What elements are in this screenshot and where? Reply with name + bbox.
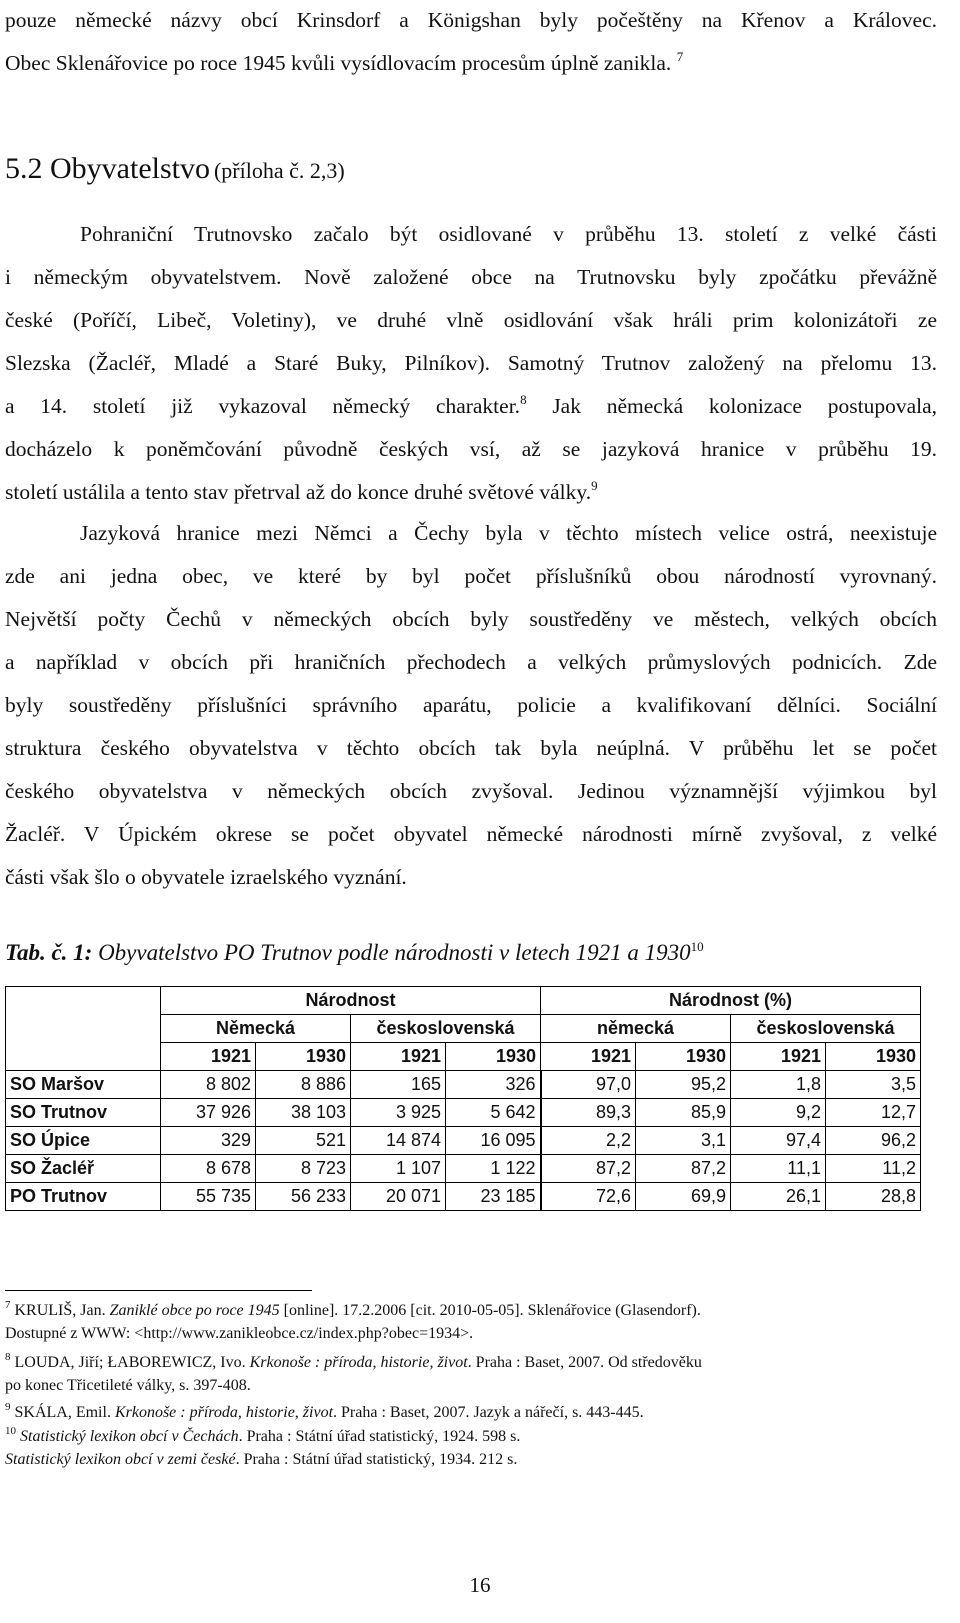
- section-title: 5.2 Obyvatelstvo: [5, 152, 210, 185]
- footnote-text: [online]. 17.2.2006 [cit. 2010-05-05]. Sklenářovice (Glasendorf).: [279, 1302, 701, 1319]
- table-cell: 97,0: [541, 1071, 636, 1099]
- table-cell: 1 122: [446, 1155, 541, 1183]
- footnote-ref: 8: [520, 392, 527, 407]
- text-line: struktura českého obyvatelstva v těchto obcích tak byla neúplná. V průběhu let se počet: [5, 736, 937, 760]
- footnote-line: [5, 1425, 940, 1448]
- text-line: byly soustředěny příslušníci správního aparátu, policie a kvalifikovaní dělníci. Sociální: [5, 693, 937, 717]
- text-line: Slezska (Žacléř, Mladé a Staré Buky, Pilníkov). Samotný Trutnov založený na přelomu 13.: [5, 351, 937, 375]
- text-line: Největší počty Čechů v německých obcích byly soustředěny ve městech, velkých obcích: [5, 607, 937, 631]
- footnote-title: Statistický lexikon obcí v zemi české: [5, 1451, 236, 1468]
- table-cell: 89,3: [541, 1099, 636, 1127]
- footnote-title: Statistický lexikon obcí v Čechách: [20, 1428, 239, 1445]
- table-year-header: 1921: [351, 1043, 446, 1071]
- footnote-text: LOUDA, Jiří; ŁABOREWICZ, Ivo.: [14, 1354, 250, 1371]
- table-corner-cell: [6, 987, 161, 1071]
- table-row-name: SO Žacléř: [6, 1155, 161, 1183]
- footnote-separator: [5, 1290, 312, 1291]
- intro-paragraph: [5, 0, 937, 85]
- table-body: [6, 1071, 921, 1211]
- table-year-header: 1930: [636, 1043, 731, 1071]
- table-row-name: SO Úpice: [6, 1127, 161, 1155]
- table-sub-header: německá: [541, 1015, 731, 1043]
- footnote-text: SKÁLA, Emil.: [14, 1404, 115, 1421]
- table-cell: 8 678: [161, 1155, 256, 1183]
- text-line: zde ani jedna obec, ve které by byl počet příslušníků obou národností vyrovnaný.: [5, 564, 937, 588]
- table-cell: 95,2: [636, 1071, 731, 1099]
- table-year-header: 1930: [826, 1043, 921, 1071]
- table-sub-header: československá: [731, 1015, 921, 1043]
- table-cell: 9,2: [731, 1099, 826, 1127]
- text-line: Žacléř. V Úpickém okrese se počet obyvatel německé národnosti mírně zvyšoval, z velké: [5, 822, 937, 846]
- table-cell: 85,9: [636, 1099, 731, 1127]
- table-cell: 3,1: [636, 1127, 731, 1155]
- table-cell: 165: [351, 1071, 446, 1099]
- table-cell: 69,9: [636, 1183, 731, 1211]
- footnote-9: [5, 1401, 940, 1424]
- table-row-name: SO Maršov: [6, 1071, 161, 1099]
- footnote-text: . Praha : Baset, 2007. Od středověku: [467, 1354, 702, 1371]
- table-row: [6, 1099, 921, 1127]
- footnote-title: Krkonoše : příroda, historie, život: [114, 1404, 334, 1421]
- table-cell: 11,2: [826, 1155, 921, 1183]
- table-cell: 1 107: [351, 1155, 446, 1183]
- table-cell: 38 103: [256, 1099, 351, 1127]
- table-caption: [5, 940, 704, 966]
- table-year-header: 1930: [446, 1043, 541, 1071]
- table-sub-header: Německá: [161, 1015, 351, 1043]
- footnote-line: [5, 1351, 940, 1374]
- footnote-ref: 9: [591, 478, 598, 493]
- text-line: Pohraniční Trutnovsko začalo být osidlované v průběhu 13. století z velké části: [80, 222, 937, 246]
- table-row: [6, 1155, 921, 1183]
- page-number: 16: [469, 1573, 491, 1597]
- table-cell: 28,8: [826, 1183, 921, 1211]
- text-line: a například v obcích při hraničních přechodech a velkých průmyslových podnicích. Zde: [5, 650, 937, 674]
- table-cell: 12,7: [826, 1099, 921, 1127]
- table-cell: 26,1: [731, 1183, 826, 1211]
- text-line: pouze německé názvy obcí Krinsdorf a Königshan byly počeštěny na Křenov a Královec.: [5, 8, 937, 32]
- table-cell: 55 735: [161, 1183, 256, 1211]
- footnote-number: 9: [5, 1401, 11, 1413]
- table-cell: 97,4: [731, 1127, 826, 1155]
- footnote-number: 8: [5, 1351, 11, 1363]
- table-sub-header: československá: [351, 1015, 541, 1043]
- footnote-line: [5, 1299, 940, 1322]
- text-line: české (Poříčí, Libeč, Voletiny), ve druhé vlně osidlování však hráli prim kolonizátoři ze: [5, 308, 937, 332]
- footnote-ref: 10: [690, 939, 704, 954]
- footnote-line: po konec Třicetileté války, s. 397-408.: [5, 1377, 251, 1394]
- footnote-text: KRULIŠ, Jan.: [14, 1302, 110, 1319]
- footnote-title: Zaniklé obce po roce 1945: [109, 1302, 280, 1319]
- table-year-header: 1921: [731, 1043, 826, 1071]
- footnote-7: [5, 1299, 940, 1345]
- text-line: docházelo k poněmčování původně českých vsí, až se jazyková hranice v průběhu 19.: [5, 437, 937, 461]
- table-cell: 1,8: [731, 1071, 826, 1099]
- text-span: Jak německá kolonizace postupovala,: [552, 394, 937, 418]
- table-cell: 3,5: [826, 1071, 921, 1099]
- table-cell: 87,2: [636, 1155, 731, 1183]
- footnote-number: 7: [5, 1299, 11, 1311]
- table-cell: 56 233: [256, 1183, 351, 1211]
- table-cell: 20 071: [351, 1183, 446, 1211]
- table-label: Tab. č. 1:: [5, 940, 93, 965]
- table-row: [6, 1183, 921, 1211]
- footnote-ref: 7: [676, 49, 684, 64]
- text-line: [5, 471, 937, 514]
- table-year-header: 1921: [161, 1043, 256, 1071]
- table-year-header: 1930: [256, 1043, 351, 1071]
- footnote-text: . Praha : Státní úřad statistický, 1924. 598 s.: [238, 1428, 521, 1445]
- footnote-line: Dostupné z WWW: <http://www.zanikleobce.cz/index.php?obec=1934>.: [5, 1325, 474, 1342]
- table-cell: 87,2: [541, 1155, 636, 1183]
- footnote-text: . Praha : Státní úřad statistický, 1934. 212 s.: [235, 1451, 518, 1468]
- text-line: části však šlo o obyvatele izraelského vyznání.: [5, 865, 407, 889]
- table-cell: 521: [256, 1127, 351, 1155]
- paragraph-population: [5, 213, 937, 514]
- table-cell: 16 095: [446, 1127, 541, 1155]
- table-row: [6, 1071, 921, 1099]
- table-group-header: Národnost: [161, 987, 541, 1015]
- table-cell: 11,1: [731, 1155, 826, 1183]
- footnote-number: 10: [5, 1425, 16, 1437]
- text-span: století ustálila a tento stav přetrval až do konce druhé světové války.: [5, 480, 592, 504]
- footnote-title: Krkonoše : příroda, historie, život: [249, 1354, 468, 1371]
- table-cell: 23 185: [446, 1183, 541, 1211]
- table-group-header: Národnost (%): [541, 987, 921, 1015]
- footnote-8: [5, 1351, 940, 1397]
- footnote-text: . Praha : Baset, 2007. Jazyk a nářečí, s. 443-445.: [333, 1404, 644, 1421]
- text-line: [5, 385, 937, 428]
- table-cell: 8 802: [161, 1071, 256, 1099]
- table-cell: 8 886: [256, 1071, 351, 1099]
- table-year-header: 1921: [541, 1043, 636, 1071]
- table-group-header-row: [6, 987, 921, 1015]
- text-span: a 14. století již vykazoval německý charakter.: [5, 394, 521, 418]
- text-line: Jazyková hranice mezi Němci a Čechy byla v těchto místech velice ostrá, neexistuje: [80, 521, 937, 545]
- text-span: Obec Sklenářovice po roce 1945 kvůli vysídlovacím procesům úplně zanikla.: [5, 51, 672, 75]
- table-row: [6, 1127, 921, 1155]
- table-cell: 2,2: [541, 1127, 636, 1155]
- section-note: (příloha č. 2,3): [213, 158, 345, 183]
- table-cell: 8 723: [256, 1155, 351, 1183]
- table-row-name: SO Trutnov: [6, 1099, 161, 1127]
- table-cell: 326: [446, 1071, 541, 1099]
- text-line: [5, 42, 937, 85]
- table-row-name: PO Trutnov: [6, 1183, 161, 1211]
- footnote-line: [5, 1448, 940, 1471]
- table-cell: 5 642: [446, 1099, 541, 1127]
- section-heading: [5, 152, 345, 186]
- table-cell: 72,6: [541, 1183, 636, 1211]
- table-cell: 14 874: [351, 1127, 446, 1155]
- population-table: [5, 986, 921, 1211]
- footnote-line: [5, 1401, 940, 1424]
- paragraph-language-border: [5, 512, 937, 899]
- table-title: Obyvatelstvo PO Trutnov podle národnosti v letech 1921 a 1930: [98, 940, 691, 965]
- table-cell: 37 926: [161, 1099, 256, 1127]
- table-cell: 3 925: [351, 1099, 446, 1127]
- footnote-10: [5, 1425, 940, 1471]
- table-cell: 96,2: [826, 1127, 921, 1155]
- text-line: i německým obyvatelstvem. Nově založené obce na Trutnovsku byly zpočátku převážně: [5, 265, 937, 289]
- text-line: českého obyvatelstva v německých obcích zvyšoval. Jedinou významnější výjimkou byl: [5, 779, 937, 803]
- table-cell: 329: [161, 1127, 256, 1155]
